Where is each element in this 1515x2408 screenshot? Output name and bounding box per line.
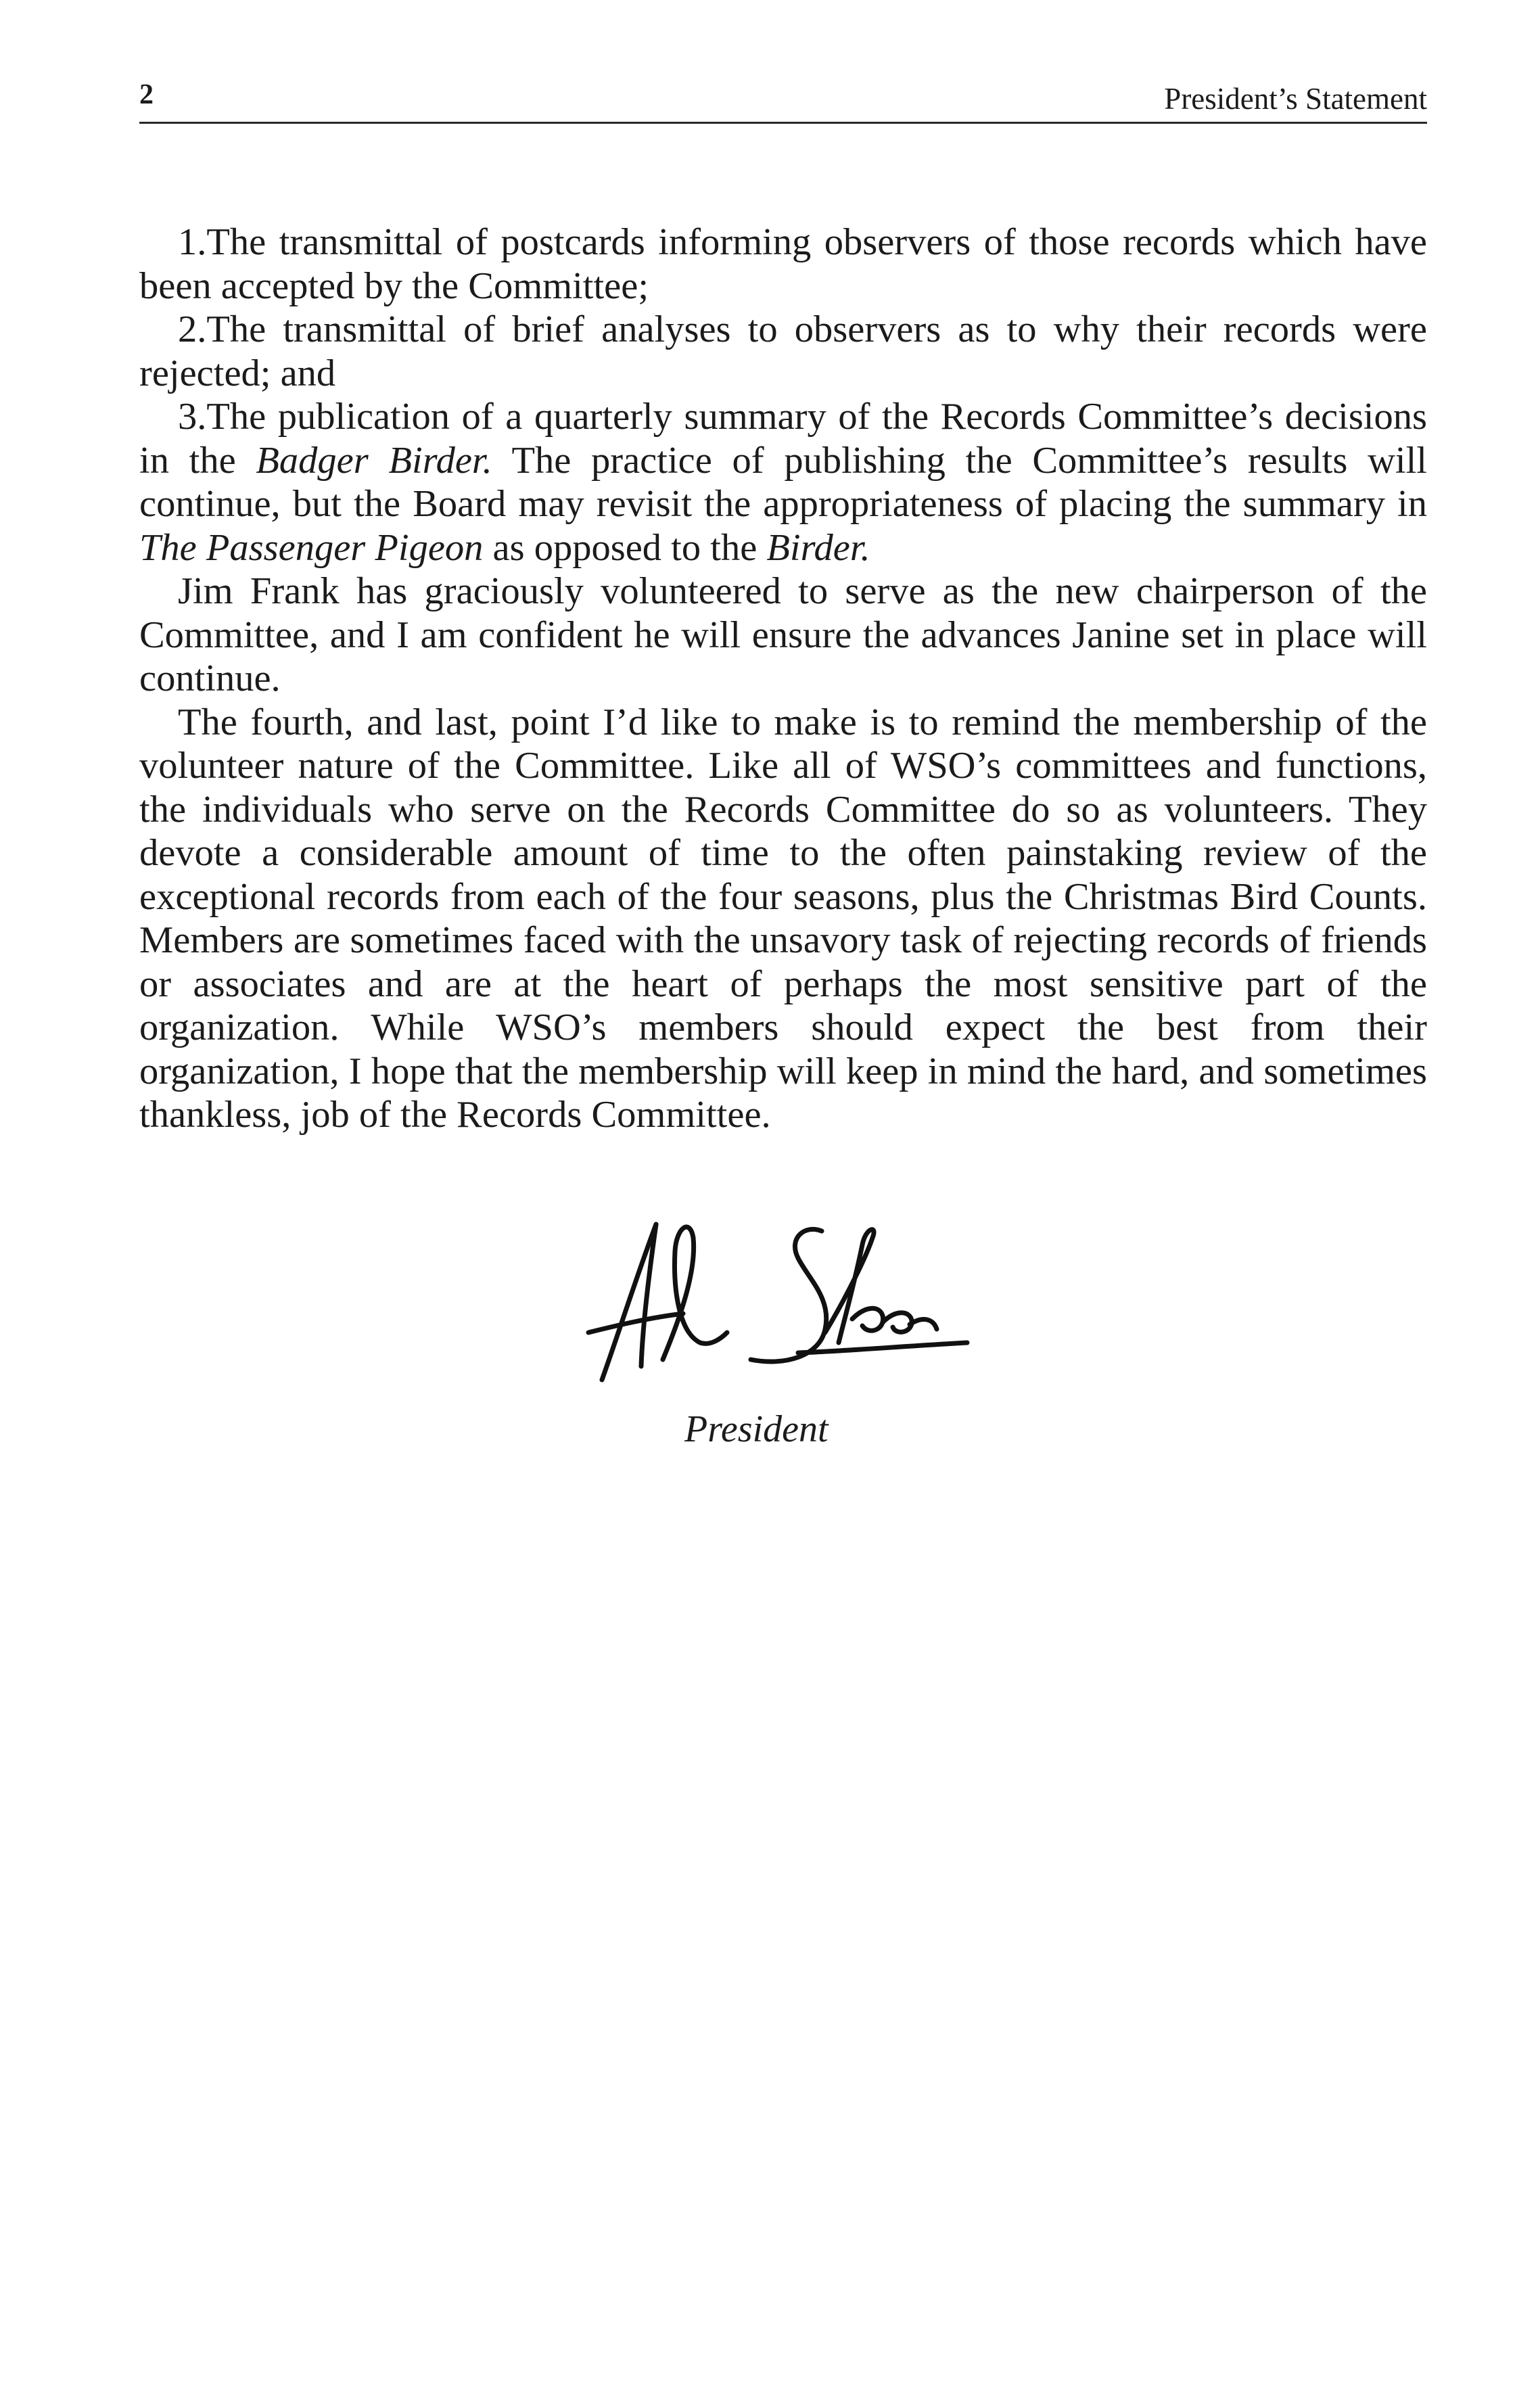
paragraph-new-chair: Jim Frank has graciously volunteered to serve as the new chairperson of the Committee, and I am confident he will ensure the advances Janine set in place will continue. [139, 570, 1427, 699]
passenger-pigeon-title: The Passenger Pigeon [139, 526, 484, 569]
handwritten-signature [555, 1197, 1028, 1420]
birder-title: Birder. [766, 526, 870, 569]
badger-birder-title: Badger Birder. [256, 439, 492, 482]
section-title: President’s Statement [1164, 82, 1427, 116]
page-number: 2 [139, 79, 154, 110]
publication-text-2: The practice of publishing the Committee’s results will continue, but the Board may revisit the appropriateness of placing the summary in [139, 439, 1427, 525]
paragraph-volunteer-nature: The fourth, and last, point I’d like to make is to remind the membership of the volunteer nature of the Committee. Like all of WSO’s committees and functions, the individuals who serve on the Records Committee do so as volunteers. They devote a considerable amount of time to the often painstaking review of the exceptional records from each of the four seasons, plus the Christmas Bird Counts. Members are sometimes faced with the unsavory task of rejecting records of friends or associates and are at the heart of perhaps the most sensitive part of the organization. While WSO’s members should expect the best from their organization, I hope that the membership will keep in mind the hard, and sometimes thankless, job of the Records Committee. [139, 701, 1427, 1136]
publication-text-3: as opposed to the [483, 526, 767, 569]
signature-graphic [555, 1197, 1028, 1420]
running-header [139, 76, 1427, 124]
list-item-postcards: 1.The transmittal of postcards informing observers of those records which have been accepted by the Committee; [139, 221, 1427, 307]
statement-body [139, 221, 1427, 1137]
list-item-analyses: 2.The transmittal of brief analyses to observers as to why their records were rejected; and [139, 308, 1427, 394]
signer-title: President [684, 1408, 829, 1450]
publication-text-1: 3.The publication of a quarterly summary of the Records Committee’s decisions in the [139, 396, 1427, 482]
list-item-publication [139, 395, 1427, 570]
